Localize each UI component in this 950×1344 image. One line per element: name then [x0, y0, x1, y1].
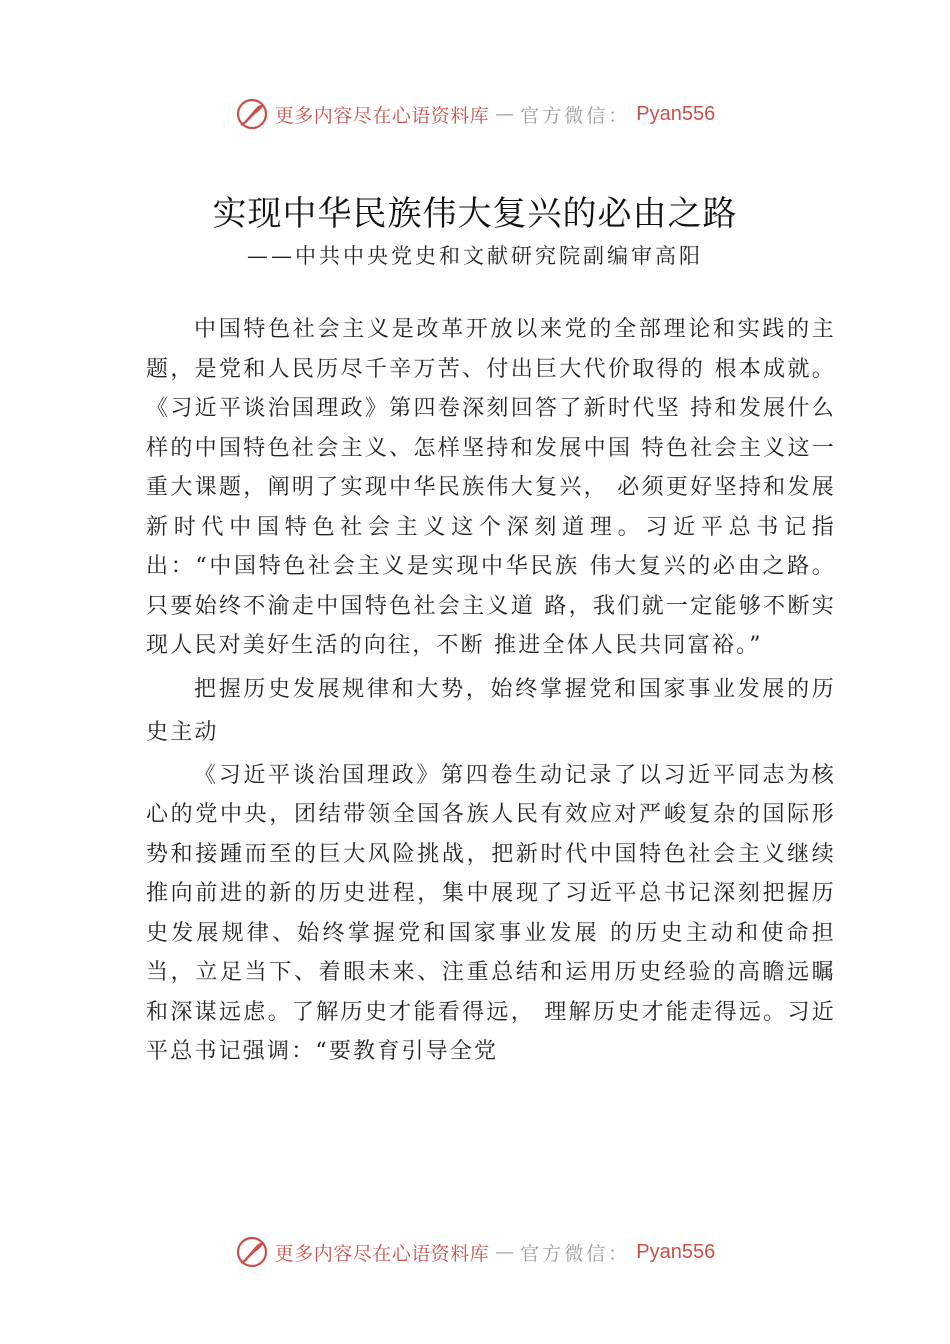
- banner-slogan: 更多内容尽在心语资料库: [274, 1242, 490, 1265]
- banner-dash: —: [495, 103, 515, 125]
- document-title: 实现中华民族伟大复兴的必由之路: [212, 194, 738, 234]
- paragraph-section-1: 《习近平谈治国理政》第四卷生动记录了以习近平同志为核心的党中央，团结带领全国各族人民有效应对严峻复杂的国际形势和接踵而至的巨大风险挑战，把新时代中国特色社会主义继续推向前进的新的历史进程，集中展现了习近平总书记深刻把握历史发展规律、始终掌握党和国家事业发展 的历史主动和使命担当，立足当下、着眼未来、注重总结和运用历史经验的高瞻远瞩和深谋远虑。了解历史才能看得远， 理解历史才能走得远。习近平总书记强调：“要教育引导全党: [146, 762, 836, 1064]
- header-watermark-banner: [0, 94, 950, 134]
- document-body: [146, 310, 836, 1072]
- section-heading: 把握历史发展规律和大势，始终掌握党和国家事业发展的历史主动: [146, 676, 836, 745]
- banner-slogan: 更多内容尽在心语资料库: [274, 104, 490, 127]
- paragraph-intro: 中国特色社会主义是改革开放以来党的全部理论和实践的主题，是党和人民历尽千辛万苦、付出巨大代价取得的 根本成就。《习近平谈治国理政》第四卷深刻回答了新时代坚 持和发展什么样的中国特色社会主义、怎样坚持和发展中国 特色社会主义这一重大课题，阐明了实现中华民族伟大复兴， 必须更好坚持和发展新时代中国特色社会主义这个深刻道理。习近平总书记指出：“中国特色社会主义是实现中华民族 伟大复兴的必由之路。只要始终不渝走中国特色社会主义道 路，我们就一定能够不断实现人民对美好生活的向往，不断 推进全体人民共同富裕。”: [146, 317, 836, 658]
- banner-wechat-label: 官方微信：: [520, 104, 631, 127]
- banner-wechat-id: Pyan556: [636, 102, 716, 125]
- quill-pen-circle-icon: [235, 1235, 269, 1269]
- quill-pen-circle-icon: [235, 97, 269, 131]
- document-subtitle: ——中共中央党史和文献研究院副编审高阳: [247, 244, 703, 268]
- footer-watermark-banner: [0, 1232, 950, 1272]
- banner-wechat-id: Pyan556: [636, 1240, 716, 1263]
- banner-dash: —: [495, 1241, 515, 1263]
- banner-wechat-label: 官方微信：: [520, 1242, 631, 1265]
